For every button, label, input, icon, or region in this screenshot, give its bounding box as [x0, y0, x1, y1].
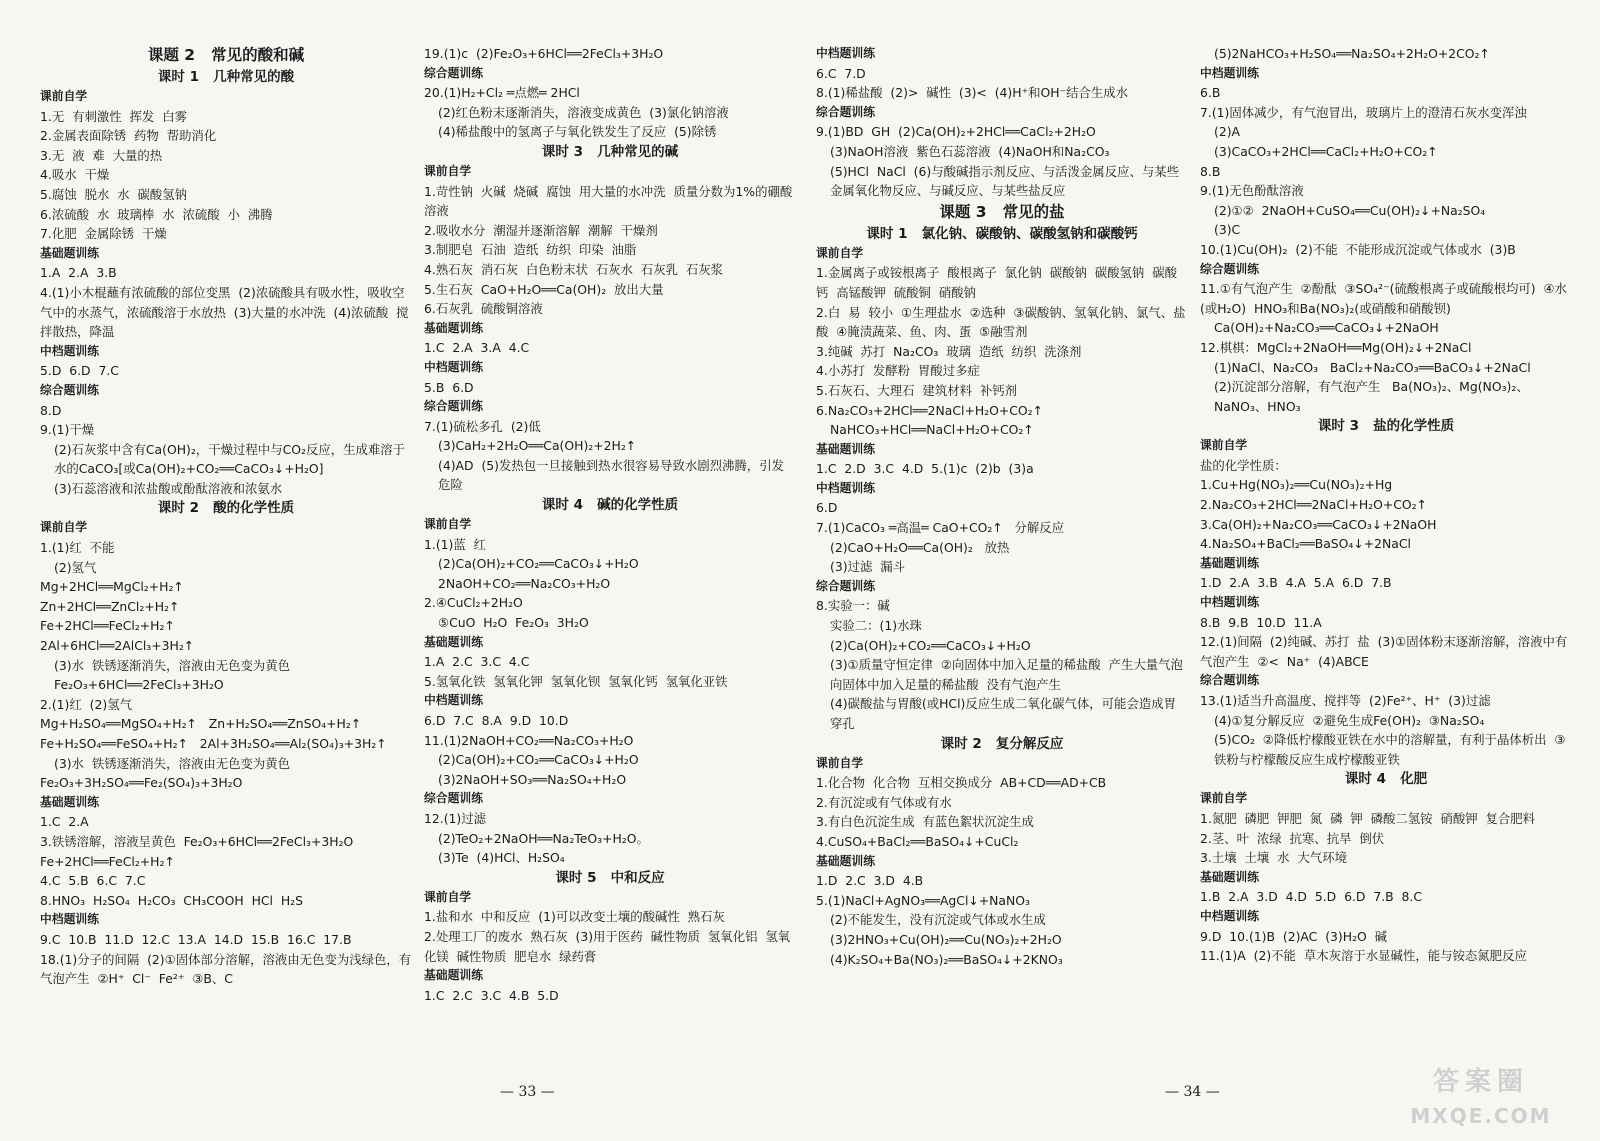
- answer-subline: Ca(OH)₂+Na₂CO₃══CaCO₃↓+2NaOH: [1214, 320, 1439, 336]
- answer-line: 3.纯碱 苏打 Na₂CO₃ 玻璃 造纸 纺织 洗涤剂: [816, 343, 1082, 359]
- answer-line: 1.(1)红 不能: [40, 540, 115, 556]
- answer-line: 2.吸收水分 潮湿并逐渐溶解 潮解 干燥剂: [424, 222, 658, 238]
- answer-line: 12.(1)过滤: [424, 810, 487, 826]
- answer-line: 12.棋棋：MgCl₂+2NaOH══Mg(OH)₂↓+2NaCl: [1200, 339, 1472, 355]
- subsection-label: 基础题训练: [1200, 555, 1259, 570]
- answer-line: 8.D: [40, 402, 62, 418]
- subsection-label: 基础题训练: [816, 441, 875, 456]
- answer-line: 1.C 2.D 3.C 4.D 5.(1)c (2)b (3)a: [816, 461, 1034, 477]
- answer-line: 3.制肥皂 石油 造纸 纺织 印染 油脂: [424, 242, 637, 258]
- answer-subline: (3)2NaOH+SO₃══Na₂SO₄+H₂O: [438, 771, 627, 787]
- subsection-label: 中档题训练: [816, 480, 875, 495]
- answer-line: 4.CuSO₄+BaCl₂══BaSO₄↓+CuCl₂: [816, 833, 1019, 849]
- answer-subline: (2)红色粉末逐渐消失，溶液变成黄色 (3)氯化钠溶液: [438, 104, 729, 120]
- subsection-label: 课前自学: [816, 245, 864, 260]
- answer-line: 2.Na₂CO₃+2HCl══2NaCl+H₂O+CO₂↑: [1200, 497, 1428, 513]
- subsection-label: 综合题训练: [40, 382, 99, 397]
- answer-line: 6.石灰乳 硫酸铜溶液: [424, 301, 543, 317]
- answer-subline: (5)HCl NaCl (6)与酸碱指示剂反应、与活泼金属反应、与某些金属氧化物反应、与碱反应、与某些盐反应: [830, 163, 1180, 199]
- answer-line: 6.D 7.C 8.A 9.D 10.D: [424, 713, 569, 728]
- answer-subline: (1)NaCl、Na₂CO₃ BaCl₂+Na₂CO₃══BaCO₃↓+2NaCl: [1214, 359, 1531, 375]
- answer-line: 9.C 10.B 11.D 12.C 13.A 14.D 15.B 16.C 17.B: [40, 931, 352, 947]
- answer-subline: (3)水 铁锈逐渐消失，溶液由无色变为黄色 Fe₂O₃+6HCl══2FeCl₃+3H₂O: [54, 657, 298, 693]
- answer-line: 2.茎、叶 浓绿 抗寒、抗旱 倒伏: [1200, 830, 1385, 846]
- subsection-label: 课前自学: [40, 520, 88, 535]
- page-number-left: — 33 —: [500, 1084, 555, 1100]
- lesson-heading: 课时 4 碱的化学性质: [541, 497, 679, 514]
- column-1: [40, 44, 412, 1079]
- answer-line: 1.D 2.A 3.B 4.A 5.A 6.D 7.B: [1200, 575, 1392, 591]
- subsection-label: 基础题训练: [40, 245, 99, 260]
- answer-line: 6.浓硫酸 水 玻璃棒 水 浓硫酸 小 沸腾: [40, 206, 273, 222]
- answer-line: 2.金属表面除锈 药物 帮助消化: [40, 128, 217, 144]
- answer-line: 4.(1)小木棍蘸有浓硫酸的部位变黑 (2)浓硫酸具有吸水性，吸收空气中的水蒸气，浓硫酸溶于水放热 (3)大量的水冲洗 (4)浓硫酸 搅拌散热，降温: [40, 284, 409, 340]
- answer-line: 2Al+6HCl══2AlCl₃+3H₂↑: [40, 638, 195, 654]
- subsection-label: 中档题训练: [424, 359, 483, 374]
- answer-subline: (3)水 铁锈逐渐消失，溶液由无色变为黄色: [54, 755, 291, 771]
- answer-line: 2.有沉淀或有气体或有水: [816, 794, 952, 810]
- subsection-label: 课前自学: [1200, 438, 1248, 453]
- answer-line: 7.(1)CaCO₃ ═高温═ CaO+CO₂↑ 分解反应: [816, 520, 1065, 536]
- answer-line: 1.金属离子或铵根离子 酸根离子 氯化钠 碳酸钠 碳酸氢钠 碳酸钙 高锰酸钾 硫酸铜 硝酸钠: [816, 265, 1177, 300]
- answer-subline: (3)2HNO₃+Cu(OH)₂══Cu(NO₃)₂+2H₂O: [830, 931, 1062, 947]
- answer-line: 2.处理工厂的废水 熟石灰 (3)用于医药 碱性物质 氢氧化铝 氢氧化镁 碱性物质 肥皂水 绿药膏: [424, 928, 791, 964]
- subsection-label: 课前自学: [424, 889, 472, 904]
- answer-line: Mg+2HCl══MgCl₂+H₂↑: [40, 579, 184, 595]
- answer-line: 1.化合物 化合物 互相交换成分 AB+CD══AD+CB: [816, 775, 1107, 791]
- lesson-heading: 课时 2 复分解反应: [940, 735, 1064, 752]
- answer-line: 2.(1)红 (2)氢气: [40, 696, 132, 712]
- answer-line: 1.A 2.A 3.B: [40, 265, 117, 281]
- answer-line: 13.(1)适当升高温度、搅拌等 (2)Fe²⁺、H⁺ (3)过滤: [1200, 693, 1491, 708]
- answer-subline: (2)不能发生，没有沉淀或气体或水生成: [830, 912, 1046, 928]
- column-2: [424, 44, 796, 1079]
- subsection-label: 综合题训练: [424, 399, 483, 414]
- subsection-label: 中档题训练: [816, 46, 875, 60]
- answer-line: 11.(1)2NaOH+CO₂══Na₂CO₃+H₂O: [424, 732, 634, 748]
- answer-line: 18.(1)分子的间隔 (2)①固体部分溶解，溶液由无色变为浅绿色，有气泡产生 ②H⁺ Cl⁻ Fe²⁺ ③B、C: [40, 951, 412, 987]
- answer-line: 6.D: [816, 500, 838, 516]
- answer-line: 1.C 2.A: [40, 814, 89, 830]
- answer-line: 3.Ca(OH)₂+Na₂CO₃══CaCO₃↓+2NaOH: [1200, 516, 1437, 532]
- answer-line: 3.有白色沉淀生成 有蓝色絮状沉淀生成: [816, 814, 1034, 830]
- section-title: 课题 2 常见的酸和碱: [147, 46, 305, 64]
- answer-subline: (2)A: [1214, 124, 1241, 140]
- answer-line: 11.(1)A (2)不能 草木灰溶于水显碱性，能与铵态氮肥反应: [1200, 948, 1527, 964]
- answer-line: 1.D 2.C 3.D 4.B: [816, 873, 924, 889]
- answer-line: 20.(1)H₂+Cl₂ ═点燃═ 2HCl: [424, 85, 580, 101]
- answer-subline: (3)Te (4)HCl、H₂SO₄: [438, 850, 565, 866]
- column-4: [1200, 44, 1572, 1079]
- answer-line: 2.④CuCl₂+2H₂O: [424, 595, 523, 611]
- answer-line: 1.无 有刺激性 挥发 白雾: [40, 108, 187, 124]
- answer-line: 8.(1)稀盐酸 (2)> 碱性 (3)< (4)H⁺和OH⁻结合生成水: [816, 85, 1129, 101]
- lesson-heading: 课时 3 几种常见的碱: [541, 143, 679, 160]
- answer-line: 1.C 2.C 3.C 4.B 5.D: [424, 987, 559, 1003]
- subsection-label: 中档题训练: [40, 343, 99, 358]
- lesson-heading: 课时 3 盐的化学性质: [1317, 418, 1455, 435]
- answer-line: 8.B: [1200, 163, 1221, 179]
- answer-line: 1.盐和水 中和反应 (1)可以改变土壤的酸碱性 熟石灰: [424, 909, 725, 925]
- answer-subline: (4)①复分解反应 ②避免生成Fe(OH)₂ ③Na₂SO₄: [1214, 712, 1485, 728]
- answer-line: 19.(1)c (2)Fe₂O₃+6HCl══2FeCl₃+3H₂O: [424, 46, 664, 61]
- lesson-heading: 课时 5 中和反应: [555, 869, 665, 886]
- subsection-label: 基础题训练: [424, 968, 483, 983]
- answer-line: 3.铁锈溶解，溶液呈黄色 Fe₂O₃+6HCl══2FeCl₃+3H₂O Fe+2HCl══FeCl₂+H₂↑: [40, 833, 362, 869]
- column-3: [816, 44, 1188, 1079]
- subsection-label: 综合题训练: [424, 791, 483, 806]
- answer-line: 5.生石灰 CaO+H₂O══Ca(OH)₂ 放出大量: [424, 281, 664, 297]
- answer-line: 9.(1)无色酚酞溶液: [1200, 183, 1304, 199]
- answer-line: Zn+2HCl══ZnCl₂+H₂↑: [40, 598, 180, 614]
- answer-line: 6.B: [1200, 85, 1221, 101]
- answer-subline: (5)2NaHCO₃+H₂SO₄══Na₂SO₄+2H₂O+2CO₂↑: [1214, 46, 1490, 61]
- answer-subline: (2)Ca(OH)₂+CO₂══CaCO₃↓+H₂O: [438, 752, 639, 768]
- answer-line: 1.氮肥 磷肥 钾肥 氮 磷 钾 磷酸二氢铵 硝酸钾 复合肥料: [1200, 810, 1536, 826]
- answer-line: 12.(1)间隔 (2)纯碱、苏打 盐 (3)①固体粉末逐渐溶解，溶液中有气泡产生 ②< Na⁺ (4)ABCE: [1200, 634, 1568, 669]
- answer-subline: (2)沉淀部分溶解，有气泡产生 Ba(NO₃)₂、Mg(NO₃)₂、NaNO₃、HNO₃: [1214, 379, 1529, 414]
- answer-line: 9.(1)BD GH (2)Ca(OH)₂+2HCl══CaCl₂+2H₂O: [816, 124, 1096, 140]
- answer-line: 9.(1)干燥: [40, 422, 95, 438]
- answer-line: 4.熟石灰 消石灰 白色粉末状 石灰水 石灰乳 石灰浆: [424, 261, 724, 277]
- watermark-url: MXQE.COM: [1410, 1104, 1552, 1128]
- subsection-label: 课前自学: [40, 89, 88, 103]
- lesson-heading: 课时 2 酸的化学性质: [157, 500, 295, 517]
- subsection-label: 综合题训练: [1200, 261, 1259, 276]
- answer-line: 7.(1)硫松多孔 (2)低: [424, 418, 541, 434]
- subsection-label: 课前自学: [1200, 791, 1248, 806]
- answer-subline: 实验二：(1)水珠: [830, 618, 922, 634]
- answer-subline: (3)CaH₂+2H₂O══Ca(OH)₂+2H₂↑: [438, 438, 637, 454]
- subsection-label: 课前自学: [816, 755, 864, 770]
- lesson-heading: 课时 4 化肥: [1344, 771, 1428, 788]
- answer-subline: (5)CO₂ ②降低柠檬酸亚铁在水中的溶解量，有利于晶体析出 ③铁粉与柠檬酸反应生成柠檬酸亚铁: [1214, 732, 1566, 767]
- answer-line: 5.石灰石、大理石 建筑材料 补钙剂: [816, 382, 1018, 398]
- answer-line: 4.C 5.B 6.C 7.C: [40, 873, 146, 889]
- answer-line: 4.Na₂SO₄+BaCl₂══BaSO₄↓+2NaCl: [1200, 536, 1411, 552]
- answer-line: 6.Na₂CO₃+2HCl══2NaCl+H₂O+CO₂↑: [816, 402, 1044, 418]
- answer-line: 4.吸水 干燥: [40, 167, 110, 183]
- section-title: 课题 3 常见的盐: [939, 202, 1065, 221]
- answer-subline: (4)K₂SO₄+Ba(NO₃)₂══BaSO₄↓+2KNO₃: [830, 951, 1063, 967]
- answer-line: 3.土壤 土壤 水 大气环境: [1200, 850, 1347, 866]
- answer-line: 盐的化学性质：: [1200, 457, 1287, 473]
- answer-subline: (3)NaOH溶液 紫色石蕊溶液 (4)NaOH和Na₂CO₃: [830, 143, 1110, 159]
- subsection-label: 基础题训练: [816, 853, 875, 868]
- answer-line: 5.腐蚀 脱水 水 碳酸氢钠: [40, 186, 187, 202]
- subsection-label: 综合题训练: [424, 65, 483, 80]
- page-number-right: — 34 —: [1165, 1084, 1220, 1100]
- answer-line: 5.B 6.D: [424, 379, 474, 395]
- answer-line: 1.C 2.A 3.A 4.C: [424, 340, 530, 356]
- answer-line: 4.小苏打 发酵粉 胃酸过多症: [816, 363, 980, 379]
- answer-subline: (3)过滤 漏斗: [830, 559, 905, 575]
- answer-subline: (2)TeO₂+2NaOH══Na₂TeO₃+H₂O。: [438, 830, 649, 846]
- subsection-label: 中档题训练: [424, 693, 483, 708]
- answer-subline: (4)碳酸盐与胃酸(或HCl)反应生成二氧化碳气体，可能会造成胃穿孔: [830, 696, 1177, 731]
- subsection-label: 基础题训练: [424, 634, 483, 649]
- answer-subline: ⑤CuO H₂O Fe₂O₃ 3H₂O: [438, 615, 589, 631]
- subsection-label: 基础题训练: [424, 320, 483, 335]
- answer-line: 6.C 7.D: [816, 65, 866, 81]
- subsection-label: 基础题训练: [1200, 869, 1259, 884]
- answer-subline: (2)石灰浆中含有Ca(OH)₂，干燥过程中与CO₂反应，生成难溶于水的CaCO₃[或Ca(OH)₂+CO₂══CaCO₃↓+H₂O]: [54, 441, 406, 477]
- answer-subline: (2)CaO+H₂O══Ca(OH)₂ 放热: [830, 539, 1010, 555]
- answer-line: 7.(1)固体减少，有气泡冒出，玻璃片上的澄清石灰水变浑浊: [1200, 104, 1527, 120]
- answer-subline: (2)Ca(OH)₂+CO₂══CaCO₃↓+H₂O 2NaOH+CO₂══Na₂CO₃+H₂O: [438, 556, 647, 591]
- answer-subline: (3)CaCO₃+2HCl══CaCl₂+H₂O+CO₂↑: [1214, 143, 1438, 159]
- subsection-label: 中档题训练: [1200, 908, 1259, 923]
- answer-line: 1.苛性钠 火碱 烧碱 腐蚀 用大量的水冲洗 质量分数为1%的硼酸溶液: [424, 183, 793, 219]
- answer-line: 2.白 易 较小 ①生理盐水 ②选种 ③碳酸钠、氢氧化钠、氯气、盐酸 ④腌渍蔬菜、鱼、肉、蛋 ⑤融雪剂: [816, 304, 1186, 340]
- subsection-label: 课前自学: [424, 517, 472, 532]
- answer-line: 3.无 液 难 大量的热: [40, 147, 163, 163]
- subsection-label: 中档题训练: [1200, 65, 1259, 80]
- answer-line: 8.B 9.B 10.D 11.A: [1200, 614, 1322, 630]
- answer-line: 1.Cu+Hg(NO₃)₂══Cu(NO₃)₂+Hg: [1200, 477, 1393, 493]
- answer-subline: (3)①质量守恒定律 ②向固体中加入足量的稀盐酸 产生大量气泡: [830, 657, 1183, 673]
- subsection-label: 综合题训练: [816, 104, 875, 119]
- answer-line: Fe+2HCl══FeCl₂+H₂↑: [40, 618, 175, 634]
- answer-line: 1.A 2.C 3.C 4.C: [424, 654, 530, 670]
- subsection-label: 中档题训练: [1200, 595, 1259, 610]
- subsection-label: 综合题训练: [1200, 673, 1259, 688]
- answer-line: 9.D 10.(1)B (2)AC (3)H₂O 碱: [1200, 928, 1388, 944]
- answer-line: 7.化肥 金属除锈 干燥: [40, 226, 167, 242]
- answer-line: Mg+H₂SO₄══MgSO₄+H₂↑ Zn+H₂SO₄══ZnSO₄+H₂↑ Fe+H₂SO₄══FeSO₄+H₂↑ 2Al+3H₂SO₄══Al₂(SO₄)₃+3H₂↑: [40, 716, 387, 751]
- lesson-heading: 课时 1 氯化钠、碳酸钠、碳酸氢钠和碳酸钙: [866, 225, 1138, 242]
- lesson-heading: 课时 1 几种常见的酸: [157, 69, 295, 85]
- answer-line: 5.(1)NaCl+AgNO₃══AgCl↓+NaNO₃: [816, 892, 1031, 908]
- answer-line: 8.HNO₃ H₂SO₄ H₂CO₃ CH₃COOH HCl H₂S: [40, 892, 304, 908]
- answer-subline: (4)AD (5)发热包一旦接触到热水很容易导致水剧烈沸腾，引发危险: [438, 457, 784, 493]
- answer-subline: (3)石蕊溶液和浓盐酸或酚酞溶液和浓氨水: [54, 480, 283, 496]
- answer-subline: 向固体中加入足量的稀盐酸 没有气泡产生: [830, 676, 1061, 692]
- answer-line: Fe₂O₃+3H₂SO₄══Fe₂(SO₄)₃+3H₂O: [40, 775, 243, 791]
- answer-line: 5.氢氧化铁 氢氧化钾 氢氧化钡 氢氧化钙 氢氧化亚铁: [424, 673, 728, 689]
- watermark-text: 答案圈: [1432, 1067, 1529, 1097]
- answer-line: 8.实验一：碱: [816, 598, 890, 614]
- answer-subline: (4)稀盐酸中的氢离子与氧化铁发生了反应 (5)除锈: [438, 124, 717, 140]
- answer-line: 1.(1)蓝 红: [424, 536, 487, 552]
- answer-subline: (2)氢气: [54, 559, 97, 575]
- answer-subline: NaHCO₃+HCl══NaCl+H₂O+CO₂↑: [830, 422, 1034, 438]
- answer-line: 5.D 6.D 7.C: [40, 363, 119, 379]
- watermark-logo: [1376, 1065, 1586, 1131]
- answer-subline: (2)①② 2NaOH+CuSO₄══Cu(OH)₂↓+Na₂SO₄: [1214, 202, 1486, 218]
- answer-line: 10.(1)Cu(OH)₂ (2)不能 不能形成沉淀或气体或水 (3)B: [1200, 241, 1516, 257]
- subsection-label: 基础题训练: [40, 794, 99, 809]
- answer-line: 1.B 2.A 3.D 4.D 5.D 6.D 7.B 8.C: [1200, 889, 1423, 905]
- subsection-label: 综合题训练: [816, 578, 875, 593]
- subsection-label: 中档题训练: [40, 912, 99, 927]
- answer-subline: (2)Ca(OH)₂+CO₂══CaCO₃↓+H₂O: [830, 637, 1031, 653]
- answer-subline: (3)C: [1214, 222, 1241, 238]
- answer-line: 11.①有气泡产生 ②酚酞 ③SO₄²⁻(硫酸根离子或硫酸根均可) ④水(或H₂O) HNO₃和Ba(NO₃)₂(或硝酸和硝酸钡): [1200, 281, 1567, 316]
- subsection-label: 课前自学: [424, 163, 472, 178]
